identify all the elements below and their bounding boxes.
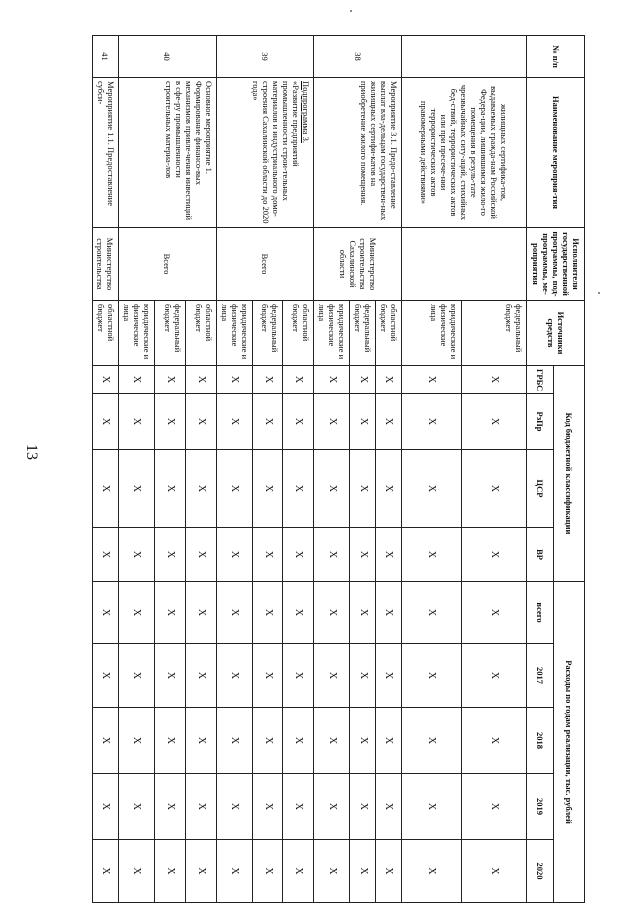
cell-mark: Х	[350, 644, 376, 708]
page-number: 13	[23, 444, 40, 460]
cell-mark: Х	[118, 708, 154, 774]
cell-mark: Х	[185, 774, 216, 840]
cell-mark: Х	[461, 582, 527, 644]
table-row	[185, 36, 216, 903]
cell-mark: Х	[461, 774, 527, 840]
header-grbs: ГРБС	[527, 366, 554, 394]
row-exec: Всего	[216, 228, 314, 301]
cell-mark: Х	[118, 366, 154, 394]
cell-mark: Х	[314, 366, 350, 394]
header-src: Источники средств	[527, 301, 585, 366]
cell-mark: Х	[252, 840, 283, 903]
cell-mark: Х	[283, 582, 314, 644]
header-total: всего	[527, 582, 554, 644]
cell-mark: Х	[376, 582, 402, 644]
cell-mark: Х	[154, 582, 185, 644]
cell-mark: Х	[350, 708, 376, 774]
scan-speck	[350, 10, 352, 12]
cell-mark: Х	[376, 528, 402, 582]
cell-mark: Х	[461, 528, 527, 582]
cell-mark: Х	[252, 450, 283, 528]
cell-mark: Х	[154, 528, 185, 582]
row-name: Мероприятие 1.1. Предоставление субси-	[93, 78, 119, 228]
cell-mark: Х	[252, 708, 283, 774]
row-num: 41	[93, 36, 119, 78]
budget-table	[92, 35, 585, 903]
header-rzpr: РзПр	[527, 394, 554, 450]
row-exec: Всего	[118, 228, 216, 301]
cell-mark: Х	[154, 450, 185, 528]
row-source: федеральный бюджет	[461, 301, 527, 366]
cell-mark: Х	[118, 644, 154, 708]
row-num: 40	[118, 36, 216, 78]
row-num: 38	[314, 36, 401, 78]
cell-mark: Х	[376, 394, 402, 450]
cell-mark: Х	[252, 774, 283, 840]
cell-mark: Х	[461, 840, 527, 903]
cell-mark: Х	[350, 366, 376, 394]
cell-mark: Х	[376, 450, 402, 528]
cell-mark: Х	[93, 528, 119, 582]
cell-mark: Х	[93, 582, 119, 644]
cell-mark: Х	[154, 366, 185, 394]
row-source: областной бюджет	[93, 301, 119, 366]
cell-mark: Х	[461, 366, 527, 394]
cell-mark: Х	[252, 366, 283, 394]
cell-mark: Х	[314, 582, 350, 644]
cell-mark: Х	[401, 774, 461, 840]
cell-mark: Х	[401, 644, 461, 708]
cell-mark: Х	[401, 528, 461, 582]
cell-mark: Х	[350, 840, 376, 903]
header-row-1	[554, 36, 585, 903]
cell-mark: Х	[283, 450, 314, 528]
header-2019: 2019	[527, 774, 554, 840]
cell-mark: Х	[93, 774, 119, 840]
cell-mark: Х	[401, 394, 461, 450]
cell-mark: Х	[314, 708, 350, 774]
cell-mark: Х	[314, 528, 350, 582]
cell-mark: Х	[93, 450, 119, 528]
cell-mark: Х	[118, 394, 154, 450]
row-source: федеральный бюджет	[350, 301, 376, 366]
budget-table-container	[92, 35, 585, 902]
cell-mark: Х	[283, 644, 314, 708]
scan-speck	[598, 292, 600, 294]
subprogram-label: Подпрограмма 3.	[301, 81, 312, 143]
table-row	[93, 36, 119, 903]
row-exec: Министерство строительства Сахалинской области	[314, 228, 401, 301]
cell-mark: Х	[118, 450, 154, 528]
cell-mark: Х	[350, 774, 376, 840]
cell-mark: Х	[185, 708, 216, 774]
header-name: Наименование мероприя-тия	[527, 78, 585, 228]
cell-mark: Х	[216, 644, 252, 708]
cell-mark: Х	[350, 528, 376, 582]
cell-mark: Х	[252, 528, 283, 582]
cell-mark: Х	[283, 840, 314, 903]
cell-mark: Х	[185, 366, 216, 394]
row-source: юридические и физические лица	[216, 301, 252, 366]
cell-mark: Х	[376, 840, 402, 903]
header-num: № п/п	[527, 36, 585, 78]
header-exec: Исполнители государственной программы, под-программы, ме-роприятия	[527, 228, 585, 301]
table-row	[376, 36, 402, 903]
cell-mark: Х	[350, 450, 376, 528]
cell-mark: Х	[118, 528, 154, 582]
cell-mark: Х	[401, 450, 461, 528]
cell-mark: Х	[185, 840, 216, 903]
cell-mark: Х	[216, 394, 252, 450]
cell-mark: Х	[401, 582, 461, 644]
cell-mark: Х	[252, 644, 283, 708]
cell-mark: Х	[118, 840, 154, 903]
row-source: юридические и физические лица	[401, 301, 461, 366]
cell-mark: Х	[283, 366, 314, 394]
cell-mark: Х	[216, 450, 252, 528]
cell-mark: Х	[185, 394, 216, 450]
cell-mark: Х	[185, 450, 216, 528]
row-source: областной бюджет	[376, 301, 402, 366]
cell-mark: Х	[376, 644, 402, 708]
row-source: областной бюджет	[185, 301, 216, 366]
row-num: 39	[216, 36, 314, 78]
header-kbk: Код бюджетной классификации	[554, 366, 585, 582]
cell-mark: Х	[283, 528, 314, 582]
cell-mark: Х	[154, 840, 185, 903]
cell-mark: Х	[93, 394, 119, 450]
row-exec: Министерство строительства	[93, 228, 119, 301]
row-source: федеральный бюджет	[252, 301, 283, 366]
cell-mark: Х	[185, 644, 216, 708]
cell-mark: Х	[216, 582, 252, 644]
cell-mark: Х	[461, 644, 527, 708]
table-row	[283, 36, 314, 903]
cell-mark: Х	[216, 840, 252, 903]
cell-mark: Х	[216, 366, 252, 394]
cell-mark: Х	[252, 582, 283, 644]
cell-mark: Х	[93, 366, 119, 394]
cell-mark: Х	[216, 708, 252, 774]
cell-mark: Х	[461, 394, 527, 450]
header-2018: 2018	[527, 708, 554, 774]
row-name: жилищных сертифика-тов, выдаваемых граждa-нам Российской Федера-ции, лишившимся жило-го помещения в резуль-тате чрезвычайных ситу-аций, стихийных бед-ствий, террористических актов или при пресече-нии террористических актов правомерными действиями»	[401, 78, 527, 228]
cell-mark: Х	[401, 366, 461, 394]
cell-mark: Х	[401, 708, 461, 774]
cell-mark: Х	[314, 450, 350, 528]
cell-mark: Х	[376, 708, 402, 774]
cell-mark: Х	[376, 366, 402, 394]
cell-mark: Х	[154, 644, 185, 708]
row-source: юридические и физические лица	[118, 301, 154, 366]
row-source: федеральный бюджет	[154, 301, 185, 366]
cell-mark: Х	[216, 774, 252, 840]
cell-mark: Х	[283, 394, 314, 450]
cell-mark: Х	[154, 708, 185, 774]
row-name: Основное мероприятие 1. Формирование финансо-вых механизмов привле-чения инвестиций в сфе-ру промышленности строительных материа-лов	[118, 78, 216, 228]
row-num	[401, 36, 527, 78]
header-2017: 2017	[527, 644, 554, 708]
cell-mark: Х	[376, 774, 402, 840]
header-vr: ВР	[527, 528, 554, 582]
cell-mark: Х	[118, 582, 154, 644]
cell-mark: Х	[314, 774, 350, 840]
cell-mark: Х	[93, 708, 119, 774]
row-name: Мероприятие 3.1. Предо-ставление выплат вла-дельцам государствен-ных жилищных сертифи-катов на приобретение жилого помещения.	[314, 78, 401, 228]
header-2020: 2020	[527, 840, 554, 903]
cell-mark: Х	[314, 840, 350, 903]
cell-mark: Х	[401, 840, 461, 903]
cell-mark: Х	[93, 840, 119, 903]
header-csr: ЦСР	[527, 450, 554, 528]
cell-mark: Х	[93, 644, 119, 708]
cell-mark: Х	[252, 394, 283, 450]
table-row	[461, 36, 527, 903]
cell-mark: Х	[314, 644, 350, 708]
cell-mark: Х	[314, 394, 350, 450]
cell-mark: Х	[118, 774, 154, 840]
cell-mark: Х	[350, 582, 376, 644]
row-source: областной бюджет	[283, 301, 314, 366]
cell-mark: Х	[216, 528, 252, 582]
cell-mark: Х	[283, 774, 314, 840]
cell-mark: Х	[185, 528, 216, 582]
cell-mark: Х	[350, 394, 376, 450]
row-source: юридические и физические лица	[314, 301, 350, 366]
subprogram-title: «Развитие предприятий промышленности строи-тельных материалов и индустриального домо-строения Сахалинской области до 2020 года»	[251, 81, 302, 224]
cell-mark: Х	[461, 450, 527, 528]
row-name	[216, 78, 314, 228]
cell-mark: Х	[154, 394, 185, 450]
cell-mark: Х	[185, 582, 216, 644]
cell-mark: Х	[154, 774, 185, 840]
row-exec	[401, 228, 527, 301]
cell-mark: Х	[461, 708, 527, 774]
cell-mark: Х	[283, 708, 314, 774]
header-exp: Расходы по годам реализации, тыс. рублей	[554, 582, 585, 903]
